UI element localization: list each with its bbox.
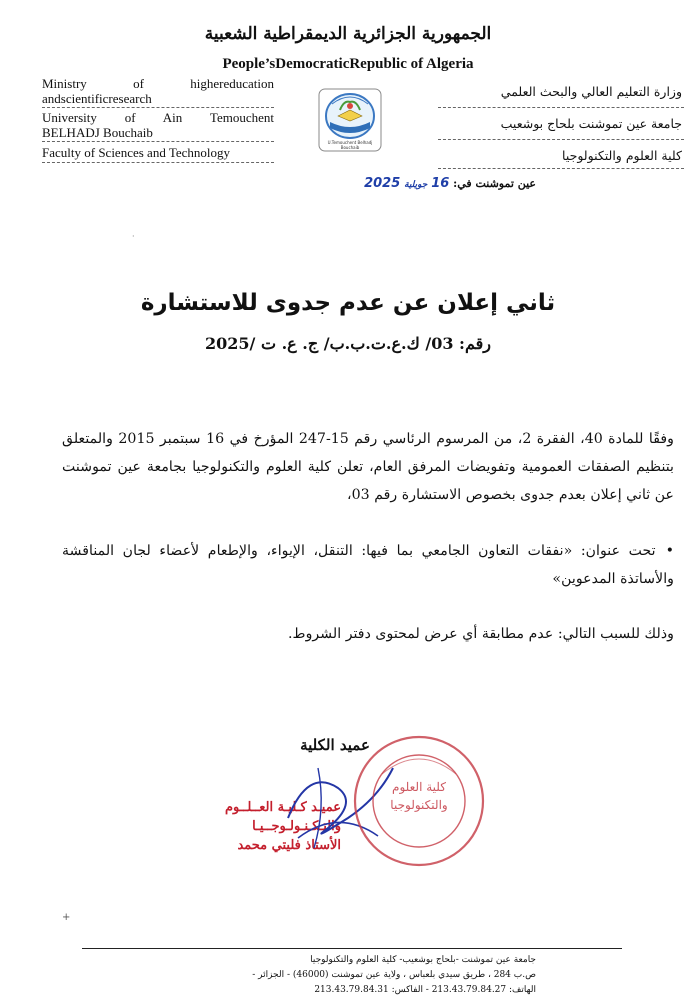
stamp-line-1: عميـد كـليـة العــلــوم	[224, 800, 341, 815]
ministry-ar: وزارة التعليم العالي والبحث العلمي	[500, 84, 682, 99]
consultation-subject	[62, 537, 674, 593]
divider	[438, 107, 684, 108]
reason-text: وذلك للسبب التالي: عدم مطابقة أي عرض لمحتوى دفتر الشروط.	[287, 626, 674, 642]
dean-title: عميد الكلية	[300, 736, 370, 754]
faculty-ar: كلية العلوم والتكنولوجيا	[562, 148, 682, 163]
republic-title-english: People’sDemocraticRepublic of Algeria	[222, 56, 474, 72]
stamp-line-2: والتـكـنـولـوجــيـا	[252, 819, 341, 834]
university-emblem-icon	[318, 88, 382, 152]
university-en-line1: University of Ain Temouchent	[42, 110, 274, 125]
faculty-en: Faculty of Sciences and Technology	[42, 145, 231, 160]
document-reference: رقم: 03/ ك.ع.ت.ب.ب/ ج. ع. ت /2025	[205, 334, 491, 353]
footer-line-2: ص.ب 284 ، طريق سيدي بلعباس ، ولاية عين تموشنت (46000) - الجزائر -	[252, 970, 536, 980]
footer-line-3: الهاتف: 213.43.79.84.27 - الفاكس: 213.43.79.84.31	[314, 985, 536, 995]
university-ar: جامعة عين تموشنت بلحاج بوشعيب	[500, 116, 682, 131]
document-title: ثاني إعلان عن عدم جدوى للاستشارة	[140, 290, 556, 316]
logo-caption: U.Temouchent Belhadj Bouchaib	[327, 140, 373, 150]
republic-title-arabic: الجمهورية الجزائرية الديمقراطية الشعبية	[204, 24, 492, 44]
divider	[42, 107, 274, 108]
consultation-subject-text: تحت عنوان: «نفقات التعاون الجامعي بما فيها: التنقل، الإيواء، والإطعام لأعضاء لجان المناقشة والأساتذة المدعوين»	[62, 543, 674, 587]
speck: ·	[132, 232, 135, 241]
divider	[438, 168, 684, 169]
divider	[42, 141, 274, 142]
date-label: عين تموشنت في:	[453, 177, 536, 190]
date-day: 16	[431, 176, 450, 191]
footer-line-1: جامعة عين تموشنت -بلحاج بوشعيب- كلية العلوم والتكنولوجيا	[310, 955, 536, 965]
mark: +	[62, 912, 71, 923]
date-year: 2025	[364, 176, 401, 191]
faculty-seal-icon	[352, 734, 486, 868]
bullet-icon: •	[665, 543, 674, 559]
seal-text: كلية العلوم والتكنولوجيا	[390, 780, 448, 812]
divider	[42, 162, 274, 163]
date-month: جويلية	[404, 180, 428, 190]
ministry-en-line1: Ministry of highereducation	[42, 76, 274, 91]
university-en-line2: BELHADJ Bouchaib	[42, 125, 153, 140]
divider	[438, 139, 684, 140]
date-line	[364, 176, 536, 191]
footer-divider	[82, 948, 622, 949]
announcement-paragraph: وفقًا للمادة 40، الفقرة 2، من المرسوم الرئاسي رقم 15-247 المؤرخ في 16 سبتمبر 2015 والمتعلق بتنظيم الصفقات العمومية وتفويضات المرفق العام، تعلن كلية العلوم والتكنولوجيا بجامعة عين تموشنت عن ثاني إعلان بعدم جدوى بخصوص الاستشارة رقم 03،	[62, 431, 675, 503]
stamp-line-3: الأستاذ فليتي محمد	[237, 838, 341, 853]
ministry-en-line2: andscientificresearch	[42, 91, 152, 106]
